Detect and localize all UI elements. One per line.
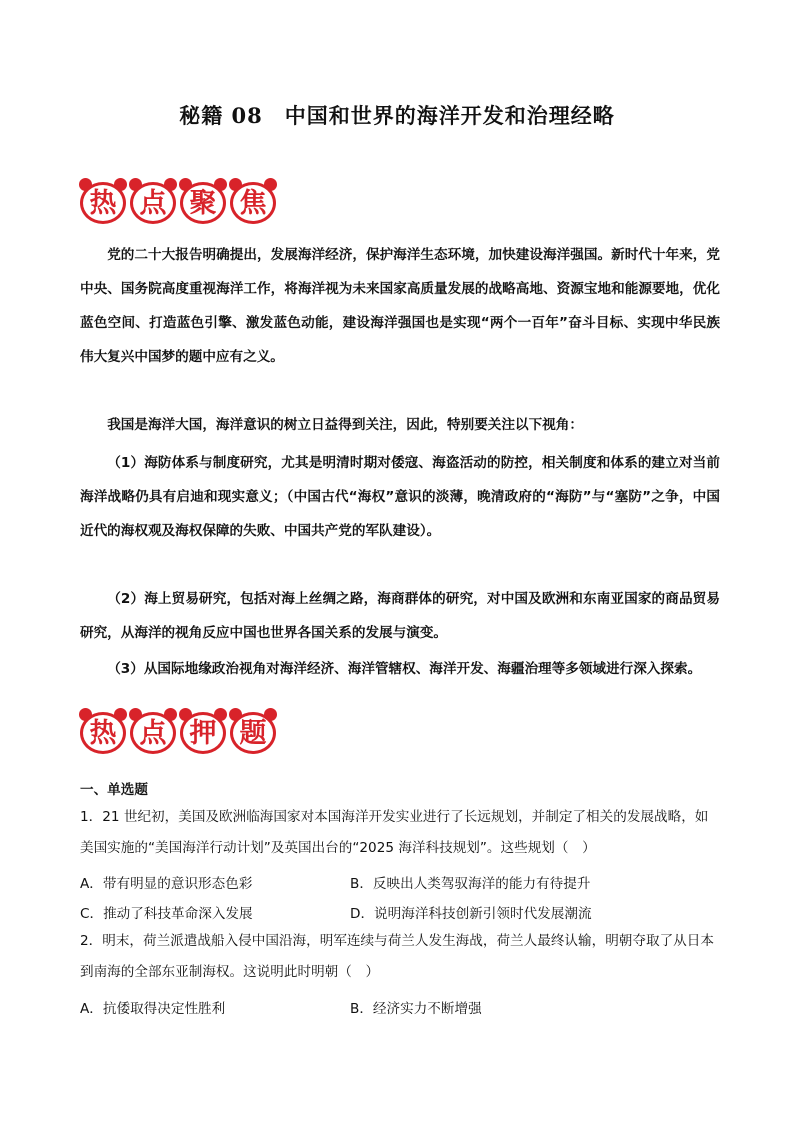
badge-char-2: 点 (130, 712, 176, 754)
question-1-options-row-2 (80, 902, 720, 922)
hot-focus-badge (80, 182, 276, 224)
option-a[interactable]: A．带有明显的意识形态色彩 (80, 876, 253, 892)
intro-paragraph-5: （3）从国际地缘政治视角对海洋经济、海洋管辖权、海洋开发、海疆治理等多领域进行深入探索。 (107, 661, 702, 677)
badge-char-3: 聚 (180, 182, 226, 224)
badge-char-1: 热 (80, 712, 126, 754)
question-2-stem: 2．明末，荷兰派遣战船入侵中国沿海，明军连续与荷兰人发生海战，荷兰人最终认输，明朝夺取了从日本到南海的全部东亚制海权。这说明此时明朝（ ） (80, 933, 714, 980)
question-1-stem: 1．21 世纪初，美国及欧洲临海国家对本国海洋开发实业进行了长远规划，并制定了相关的发展战略，如美国实施的“美国海洋行动计划”及英国出台的“2025 海洋科技规划”。这些规划（ ） (80, 809, 709, 856)
option-b[interactable]: B．经济实力不断增强 (350, 1001, 482, 1017)
option-d[interactable]: D．说明海洋科技创新引领时代发展潮流 (350, 906, 592, 922)
question-1-options-row-1 (80, 872, 720, 892)
hot-predict-badge (80, 712, 276, 754)
badge-char-3: 押 (180, 712, 226, 754)
section-heading: 一、单选题 (80, 782, 148, 798)
option-a[interactable]: A．抗倭取得决定性胜利 (80, 1001, 226, 1017)
badge-char-4: 焦 (230, 182, 276, 224)
badge-char-2: 点 (130, 182, 176, 224)
option-c[interactable]: C．推动了科技革命深入发展 (80, 906, 253, 922)
intro-paragraph-3: （1）海防体系与制度研究，尤其是明清时期对倭寇、海盗活动的防控，相关制度和体系的建立对当前海洋战略仍具有启迪和现实意义；（中国古代“海权”意识的淡薄，晚清政府的“海防”与“塞防”之争，中国近代的海权观及海权保障的失败、中国共产党的军队建设）。 (80, 455, 720, 539)
page-title: 秘籍 08 中国和世界的海洋开发和治理经略 (179, 103, 615, 128)
intro-paragraph-4: （2）海上贸易研究，包括对海上丝绸之路，海商群体的研究，对中国及欧洲和东南亚国家的商品贸易研究，从海洋的视角反应中国也世界各国关系的发展与演变。 (80, 591, 720, 641)
badge-char-4: 题 (230, 712, 276, 754)
question-2-options-row-1 (80, 997, 720, 1017)
intro-paragraph-2: 我国是海洋大国，海洋意识的树立日益得到关注，因此，特别要关注以下视角： (107, 417, 583, 433)
option-b[interactable]: B．反映出人类驾驭海洋的能力有待提升 (350, 876, 591, 892)
badge-char-1: 热 (80, 182, 126, 224)
intro-paragraph-1: 党的二十大报告明确提出，发展海洋经济，保护海洋生态环境，加快建设海洋强国。新时代十年来，党中央、国务院高度重视海洋工作，将海洋视为未来国家高质量发展的战略高地、资源宝地和能源要地，优化蓝色空间、打造蓝色引擎、激发蓝色动能，建设海洋强国也是实现“两个一百年”奋斗目标、实现中华民族伟大复兴中国梦的题中应有之义。 (80, 247, 720, 365)
